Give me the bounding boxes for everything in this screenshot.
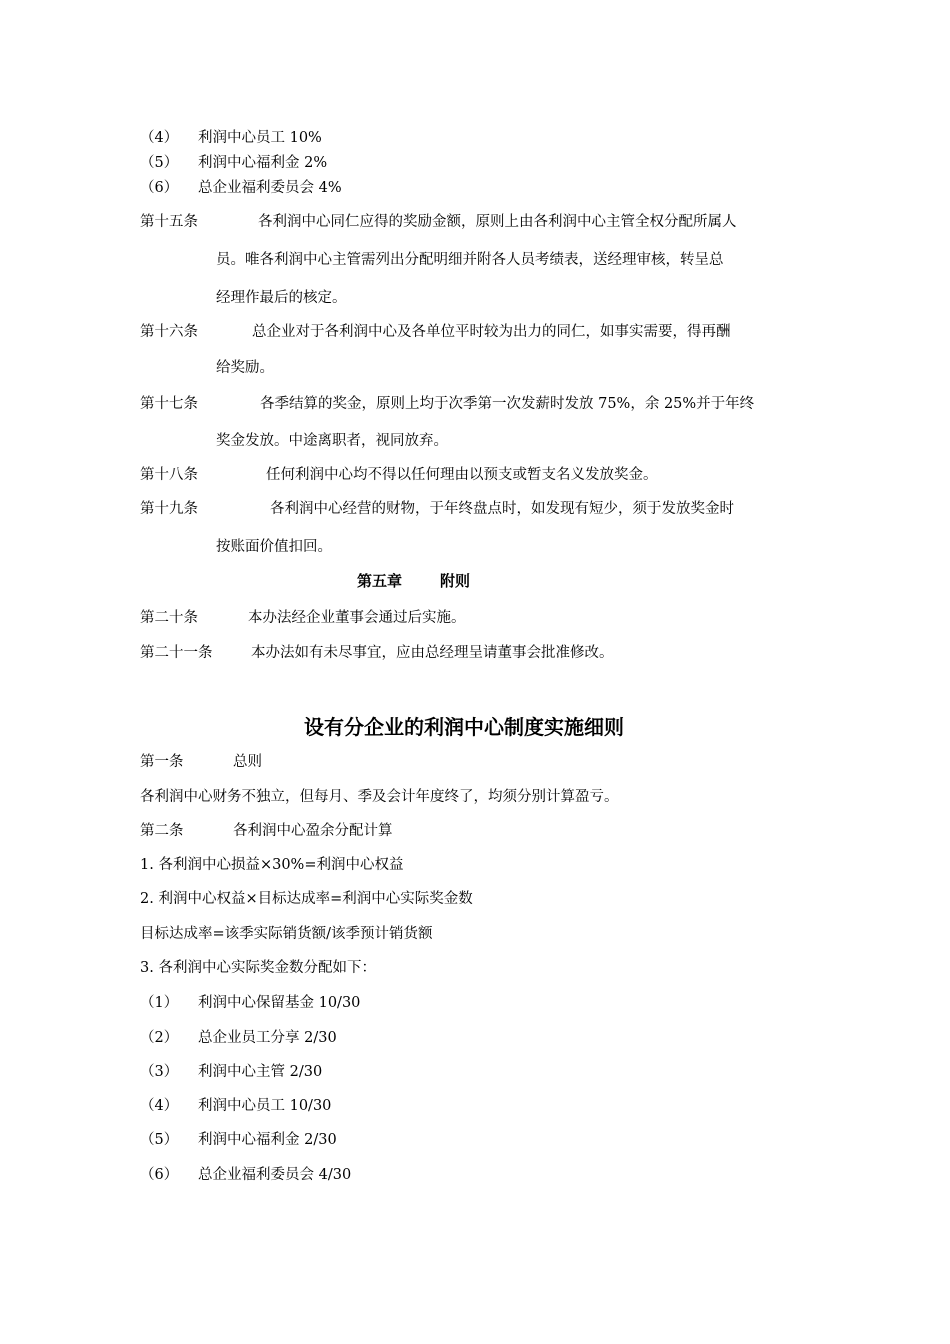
article-label: 第十七条 [140, 396, 198, 412]
article-text-line: 总企业对于各利润中心及各单位平时较为出力的同仁，如事实需要，得再酬 [252, 324, 731, 340]
list-item [140, 1165, 351, 1185]
chapter-number: 第五章 [357, 572, 403, 590]
article-label: 第二十条 [140, 610, 198, 626]
list-item-number: （1） [140, 995, 179, 1011]
list-item-number: （4） [140, 1098, 179, 1114]
article-text-line: 本办法如有未尽事宜，应由总经理呈请董事会批准修改。 [251, 645, 614, 661]
list-item [140, 153, 327, 173]
list-item-text: 利润中心福利金 2% [198, 155, 328, 171]
article-15 [140, 212, 198, 232]
list-item-number: （3） [140, 1064, 179, 1080]
formula-line: 3. 各利润中心实际奖金数分配如下： [140, 960, 376, 976]
article-label: 第二条 [140, 823, 184, 839]
list-item-number: （6） [140, 1167, 179, 1183]
list-item [140, 178, 342, 198]
article-label: 第十八条 [140, 467, 198, 483]
list-item-number: （6） [140, 180, 179, 196]
formula-line: 1. 各利润中心损益×30%=利润中心权益 [140, 857, 404, 873]
article-label: 第一条 [140, 754, 184, 770]
article-title: 总则 [233, 754, 262, 770]
list-item [140, 128, 322, 148]
article-title: 各利润中心盈余分配计算 [233, 823, 393, 839]
article-body: 各利润中心财务不独立，但每月、季及会计年度终了，均须分别计算盈亏。 [140, 789, 619, 805]
list-item-number: （4） [140, 130, 179, 146]
list-item [140, 993, 360, 1013]
article-text-line: 员。唯各利润中心主管需列出分配明细并附各人员考绩表，送经理审核，转呈总 [216, 252, 724, 268]
list-item-number: （5） [140, 1132, 179, 1148]
list-item-text: 利润中心保留基金 10/30 [198, 995, 361, 1011]
list-item-text: 利润中心员工 10/30 [198, 1098, 332, 1114]
article-text-line: 经理作最后的核定。 [216, 290, 347, 306]
article-text-line: 各利润中心同仁应得的奖励金额，原则上由各利润中心主管全权分配所属人 [258, 214, 737, 230]
list-item [140, 1062, 322, 1082]
article-text-line: 给奖励。 [216, 360, 274, 376]
chapter-name: 附则 [440, 572, 471, 590]
list-item [140, 1130, 337, 1150]
list-item-number: （5） [140, 155, 179, 171]
article-label: 第二十一条 [140, 645, 213, 661]
formula-line: 2. 利润中心权益×目标达成率=利润中心实际奖金数 [140, 891, 473, 907]
chapter-heading [357, 571, 470, 591]
list-item [140, 1028, 337, 1048]
article-label: 第十九条 [140, 501, 198, 517]
list-item-number: （2） [140, 1030, 179, 1046]
article-text-line: 各季结算的奖金，原则上均于次季第一次发薪时发放 75%，余 25%并于年终 [260, 396, 755, 412]
article-label: 第十五条 [140, 214, 198, 230]
list-item-text: 利润中心主管 2/30 [198, 1064, 323, 1080]
list-item-text: 总企业福利委员会 4/30 [198, 1167, 352, 1183]
list-item [140, 1096, 331, 1116]
document-title: 设有分企业的利润中心制度实施细则 [304, 715, 624, 739]
article-text-line: 本办法经企业董事会通过后实施。 [248, 610, 466, 626]
list-item-text: 利润中心福利金 2/30 [198, 1132, 337, 1148]
article-text-line: 任何利润中心均不得以任何理由以预支或暂支名义发放奖金。 [266, 467, 658, 483]
article-text-line: 各利润中心经营的财物，于年终盘点时，如发现有短少，须于发放奖金时 [270, 501, 734, 517]
list-item-text: 总企业福利委员会 4% [198, 180, 342, 196]
article-label: 第十六条 [140, 324, 198, 340]
list-item-text: 利润中心员工 10% [198, 130, 322, 146]
formula-line: 目标达成率=该季实际销货额/该季预计销货额 [140, 926, 433, 942]
list-item-text: 总企业员工分享 2/30 [198, 1030, 337, 1046]
article-text-line: 按账面价值扣回。 [216, 539, 332, 555]
article-text-line: 奖金发放。中途离职者，视同放弃。 [216, 433, 448, 449]
